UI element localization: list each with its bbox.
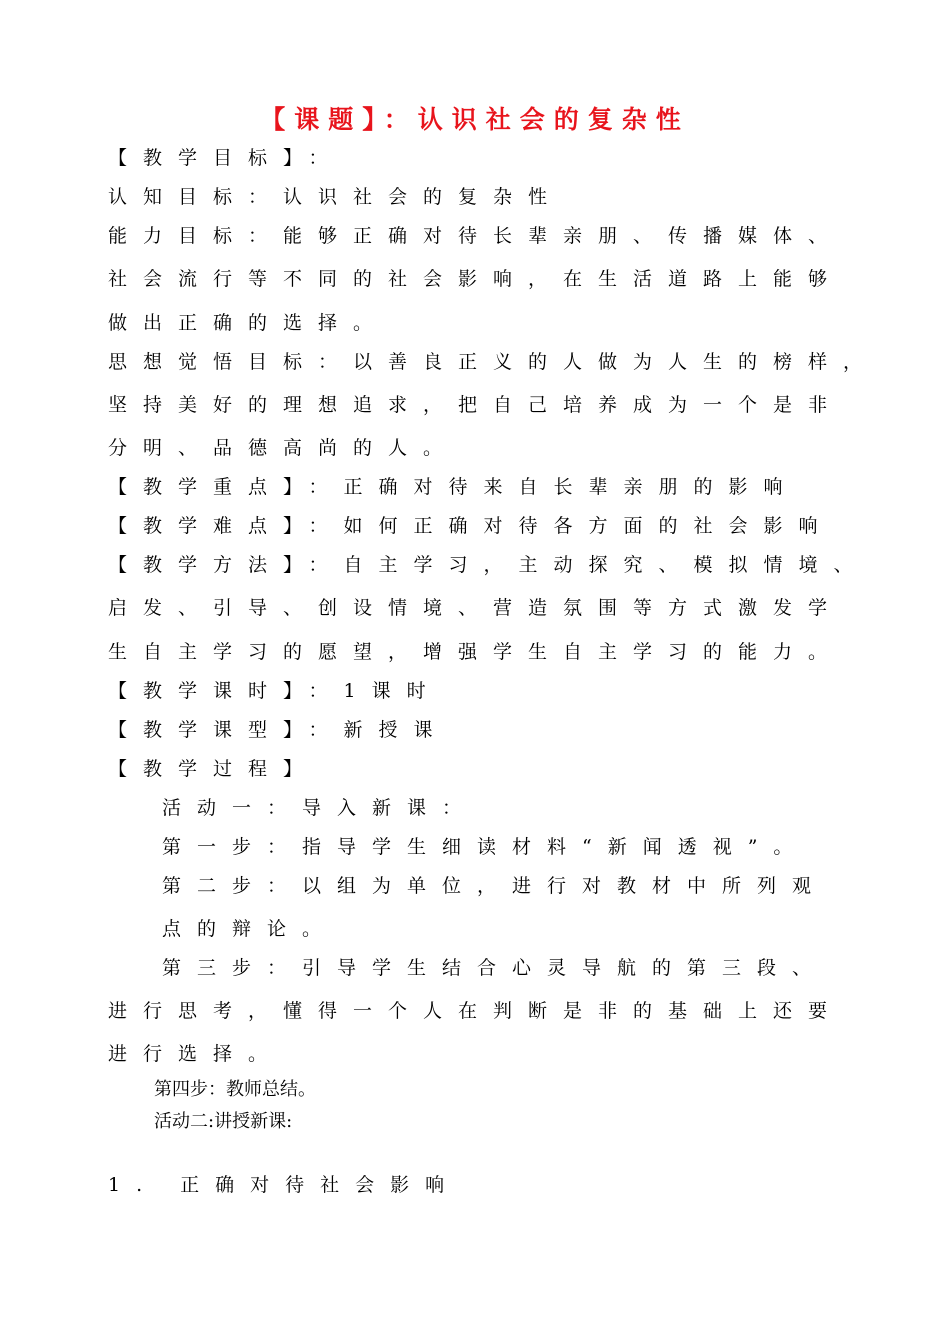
teaching-difficulty: 【教学难点】：如何正确对待各方面的社会影响 (108, 515, 834, 537)
teaching-method-line-2: 启发、引导、创设情境、营造氛围等方式激发学 (108, 597, 844, 619)
cognitive-objective: 认知目标：认识社会的复杂性 (108, 186, 564, 208)
step-two-line-2: 点的辩论。 (162, 918, 338, 940)
ability-objective-line-2: 社会流行等不同的社会影响，在生活道路上能够 (108, 268, 844, 290)
ability-objective-line-1: 能力目标：能够正确对待长辈亲朋、传播媒体、 (108, 225, 844, 247)
lesson-type: 【教学课型】：新授课 (108, 719, 449, 741)
teaching-key-point: 【教学重点】：正确对待来自长辈亲朋的影响 (108, 476, 799, 498)
ability-objective-line-3: 做出正确的选择。 (108, 312, 389, 334)
step-three-line-2: 进行思考，懂得一个人在判断是非的基础上还要 (108, 1000, 844, 1022)
ideology-objective-line-1: 思想觉悟目标：以善良正义的人做为人生的榜样， (108, 351, 879, 373)
step-three-line-1: 第三步：引导学生结合心灵导航的第三段、 (162, 957, 828, 979)
step-two-line-1: 第二步：以组为单位，进行对教材中所列观 (162, 875, 828, 897)
activity-one-heading: 活动一：导入新课： (162, 797, 478, 819)
step-three-line-3: 进行选择。 (108, 1043, 284, 1065)
step-four: 第四步：教师总结。 (154, 1079, 316, 1100)
ideology-objective-line-2: 坚持美好的理想追求，把自己培养成为一个是非 (108, 394, 844, 416)
teaching-process-heading: 【教学过程】 (108, 758, 319, 780)
step-one: 第一步：指导学生细读材料“新闻透视”。 (162, 836, 809, 858)
document-title: 【课题】：认识社会的复杂性 (260, 105, 690, 134)
activity-two-heading: 活动二:讲授新课: (154, 1111, 293, 1132)
teaching-objectives-heading: 【教学目标】： (108, 147, 344, 169)
teaching-method-line-1: 【教学方法】：自主学习，主动探究、模拟情境、 (108, 554, 869, 576)
teaching-hours: 【教学课时】：1课时 (108, 680, 442, 702)
section-1-heading: 1. 正确对待社会影响 (108, 1174, 461, 1196)
ideology-objective-line-3: 分明、品德高尚的人。 (108, 437, 459, 459)
teaching-method-line-3: 生自主学习的愿望，增强学生自主学习的能力。 (108, 641, 844, 663)
